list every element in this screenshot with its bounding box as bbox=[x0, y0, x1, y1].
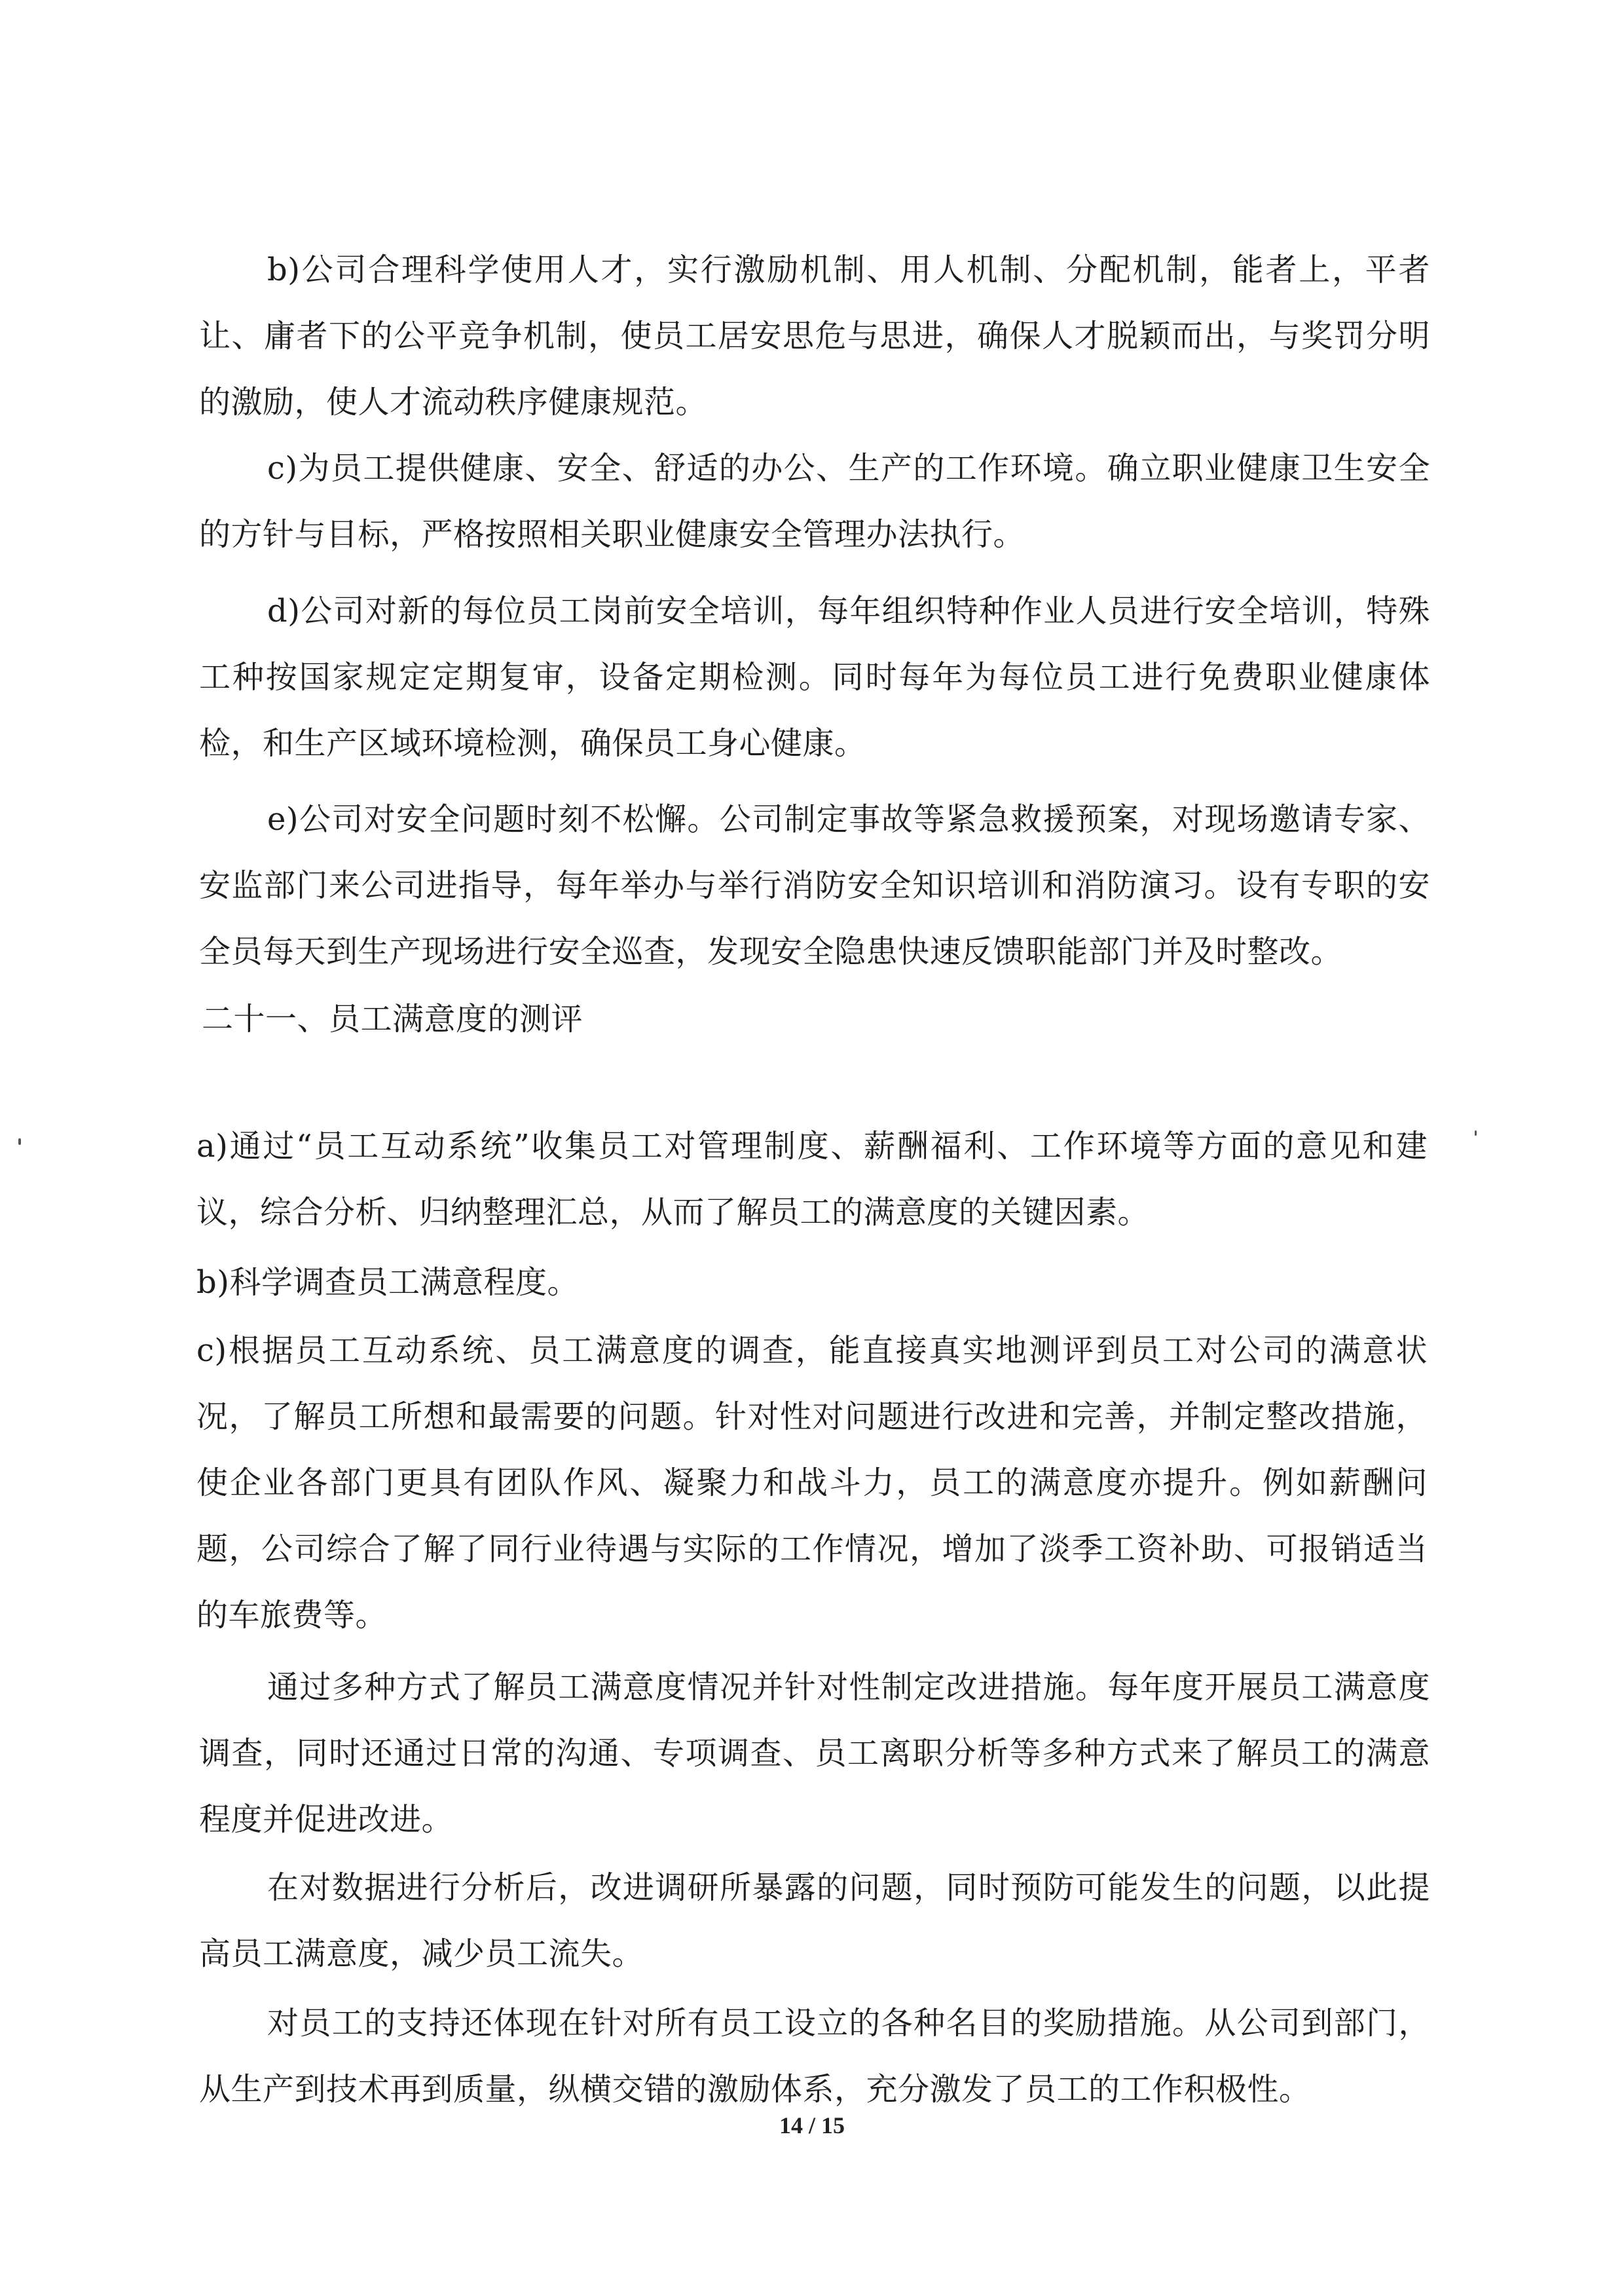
scan-speck bbox=[18, 1138, 21, 1145]
paragraph-c-evaluation: c)根据员工互动系统、员工满意度的调查，能直接真实地测评到员工对公司的满意状况，了解员工所想和最需要的问题。针对性对问题进行改进和完善，并制定整改措施，使企业各部门更具有团队作风、凝聚力和战斗力，员工的满意度亦提升。例如薪酬问题，公司综合了解了同行业待遇与实际的工作情况，增加了淡季工资补助、可报销适当的车旅费等。 bbox=[196, 1332, 1428, 1633]
paragraph-d-training: d)公司对新的每位员工岗前安全培训，每年组织特种作业人员进行安全培训，特殊工种按国家规定定期复审，设备定期检测。同时每年为每位员工进行免费职业健康体检，和生产区域环境检测，确保员工身心健康。 bbox=[199, 593, 1430, 762]
paragraph-incentives: 对员工的支持还体现在针对所有员工设立的各种名目的奖励措施。从公司到部门，从生产到技术再到质量，纵横交错的激励体系，充分激发了员工的工作积极性。 bbox=[199, 2005, 1430, 2108]
paragraph-improvement-measures: 通过多种方式了解员工满意度情况并针对性制定改进措施。每年度开展员工满意度调查，同时还通过日常的沟通、专项调查、员工离职分析等多种方式来了解员工的满意程度并促进改进。 bbox=[199, 1669, 1430, 1838]
scan-speck bbox=[1475, 1130, 1477, 1136]
paragraph-data-analysis: 在对数据进行分析后，改进调研所暴露的问题，同时预防可能发生的问题，以此提高员工满意度，减少员工流失。 bbox=[199, 1869, 1430, 1972]
paragraph-c-environment: c)为员工提供健康、安全、舒适的办公、生产的工作环境。确立职业健康卫生安全的方针与目标，严格按照相关职业健康安全管理办法执行。 bbox=[199, 450, 1430, 553]
paragraph-b-talent: b)公司合理科学使用人才，实行激励机制、用人机制、分配机制，能者上，平者让、庸者下的公平竞争机制，使员工居安思危与思进，确保人才脱颖而出，与奖罚分明的激励，使人才流动秩序健康规范。 bbox=[199, 252, 1430, 420]
paragraph-a-interaction-system: a)通过“员工互动系统”收集员工对管理制度、薪酬福利、工作环境等方面的意见和建议，综合分析、归纳整理汇总，从而了解员工的满意度的关键因素。 bbox=[196, 1128, 1428, 1231]
section-heading-satisfaction: 二十一、员工满意度的测评 bbox=[202, 1001, 583, 1037]
paragraph-e-safety: e)公司对安全问题时刻不松懈。公司制定事故等紧急救援预案，对现场邀请专家、安监部门来公司进指导，每年举办与举行消防安全知识培训和消防演习。设有专职的安全员每天到生产现场进行安全巡查，发现安全隐患快速反馈职能部门并及时整改。 bbox=[199, 801, 1430, 970]
paragraph-b-survey: b)科学调查员工满意程度。 bbox=[196, 1264, 579, 1301]
page-number: 14 / 15 bbox=[779, 2112, 845, 2138]
